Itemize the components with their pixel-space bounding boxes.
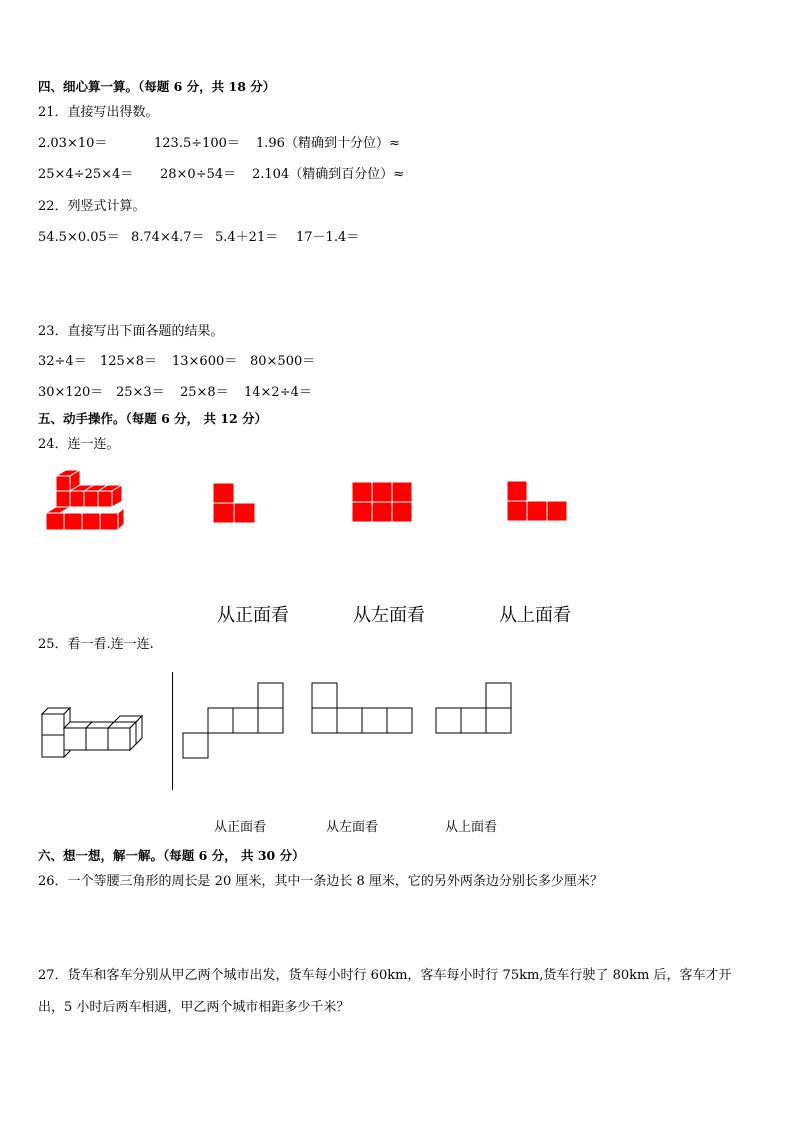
q21-expr: 2.03×10＝ [38,136,108,151]
q24-view-figure-2 [351,481,413,523]
q25-view-figure-1 [182,682,284,760]
q25-label-left: 从左面看 [326,820,379,835]
q24-label-top: 从上面看 [499,605,571,626]
q22-expr: 17－1.4＝ [296,230,360,245]
q23-expr: 25×3＝ [116,385,165,400]
q22-expr: 8.74×4.7＝ [131,230,205,245]
q27-text-line1: 27．货车和客车分别从甲乙两个城市出发，货车每小时行 60km，客车每小时行 75km,货车行驶了 80km 后，客车才开 [38,968,732,983]
q24-label-front: 从正面看 [217,605,289,626]
section-5-heading: 五、动手操作。（每题 6 分， 共 12 分） [38,411,268,426]
q25-view-figure-2 [311,682,414,735]
section-6-heading: 六、想一想，解一解。（每题 6 分， 共 30 分） [38,848,305,863]
q23-expr: 30×120＝ [38,385,104,400]
q22-expr: 54.5×0.05＝ [38,230,120,245]
q22-title: 22．列竖式计算。 [38,199,146,214]
q23-expr: 80×500＝ [250,354,316,369]
q21-title: 21．直接写出得数。 [38,105,159,120]
q24-title: 24．连一连。 [38,437,120,452]
q21-expr: 2.104（精确到百分位）≈ [252,167,405,182]
divider-line [172,672,173,790]
q25-label-front: 从正面看 [214,820,267,835]
q23-expr: 13×600＝ [172,354,238,369]
q25-title: 25．看一看.连一连. [38,637,154,652]
q21-expr: 123.5÷100＝ [154,136,240,151]
q23-expr: 14×2÷4＝ [244,385,312,400]
q21-expr: 1.96（精确到十分位）≈ [256,136,400,151]
q24-view-figure-3 [506,480,568,522]
q23-expr: 32÷4＝ [38,354,87,369]
q23-title: 23．直接写出下面各题的结果。 [38,324,224,339]
q23-expr: 125×8＝ [100,354,157,369]
q24-solid-figure [44,470,128,532]
q22-expr: 5.4＋21＝ [215,230,279,245]
q24-view-figure-1 [212,482,256,524]
q25-view-figure-3 [435,682,513,735]
q21-expr: 25×4÷25×4＝ [38,167,134,182]
q21-expr: 28×0÷54＝ [160,167,237,182]
q27-text-line2: 出，5 小时后两车相遇，甲乙两个城市相距多少千米？ [38,1000,350,1015]
q23-expr: 25×8＝ [180,385,229,400]
q24-label-left: 从左面看 [353,605,425,626]
section-4-heading: 四、细心算一算。（每题 6 分，共 18 分） [38,79,276,94]
q25-label-top: 从上面看 [445,820,498,835]
q26-text: 26．一个等腰三角形的周长是 20 厘米，其中一条边长 8 厘米，它的另外两条边分别长多少厘米？ [38,874,603,889]
q25-solid-figure [40,704,156,762]
